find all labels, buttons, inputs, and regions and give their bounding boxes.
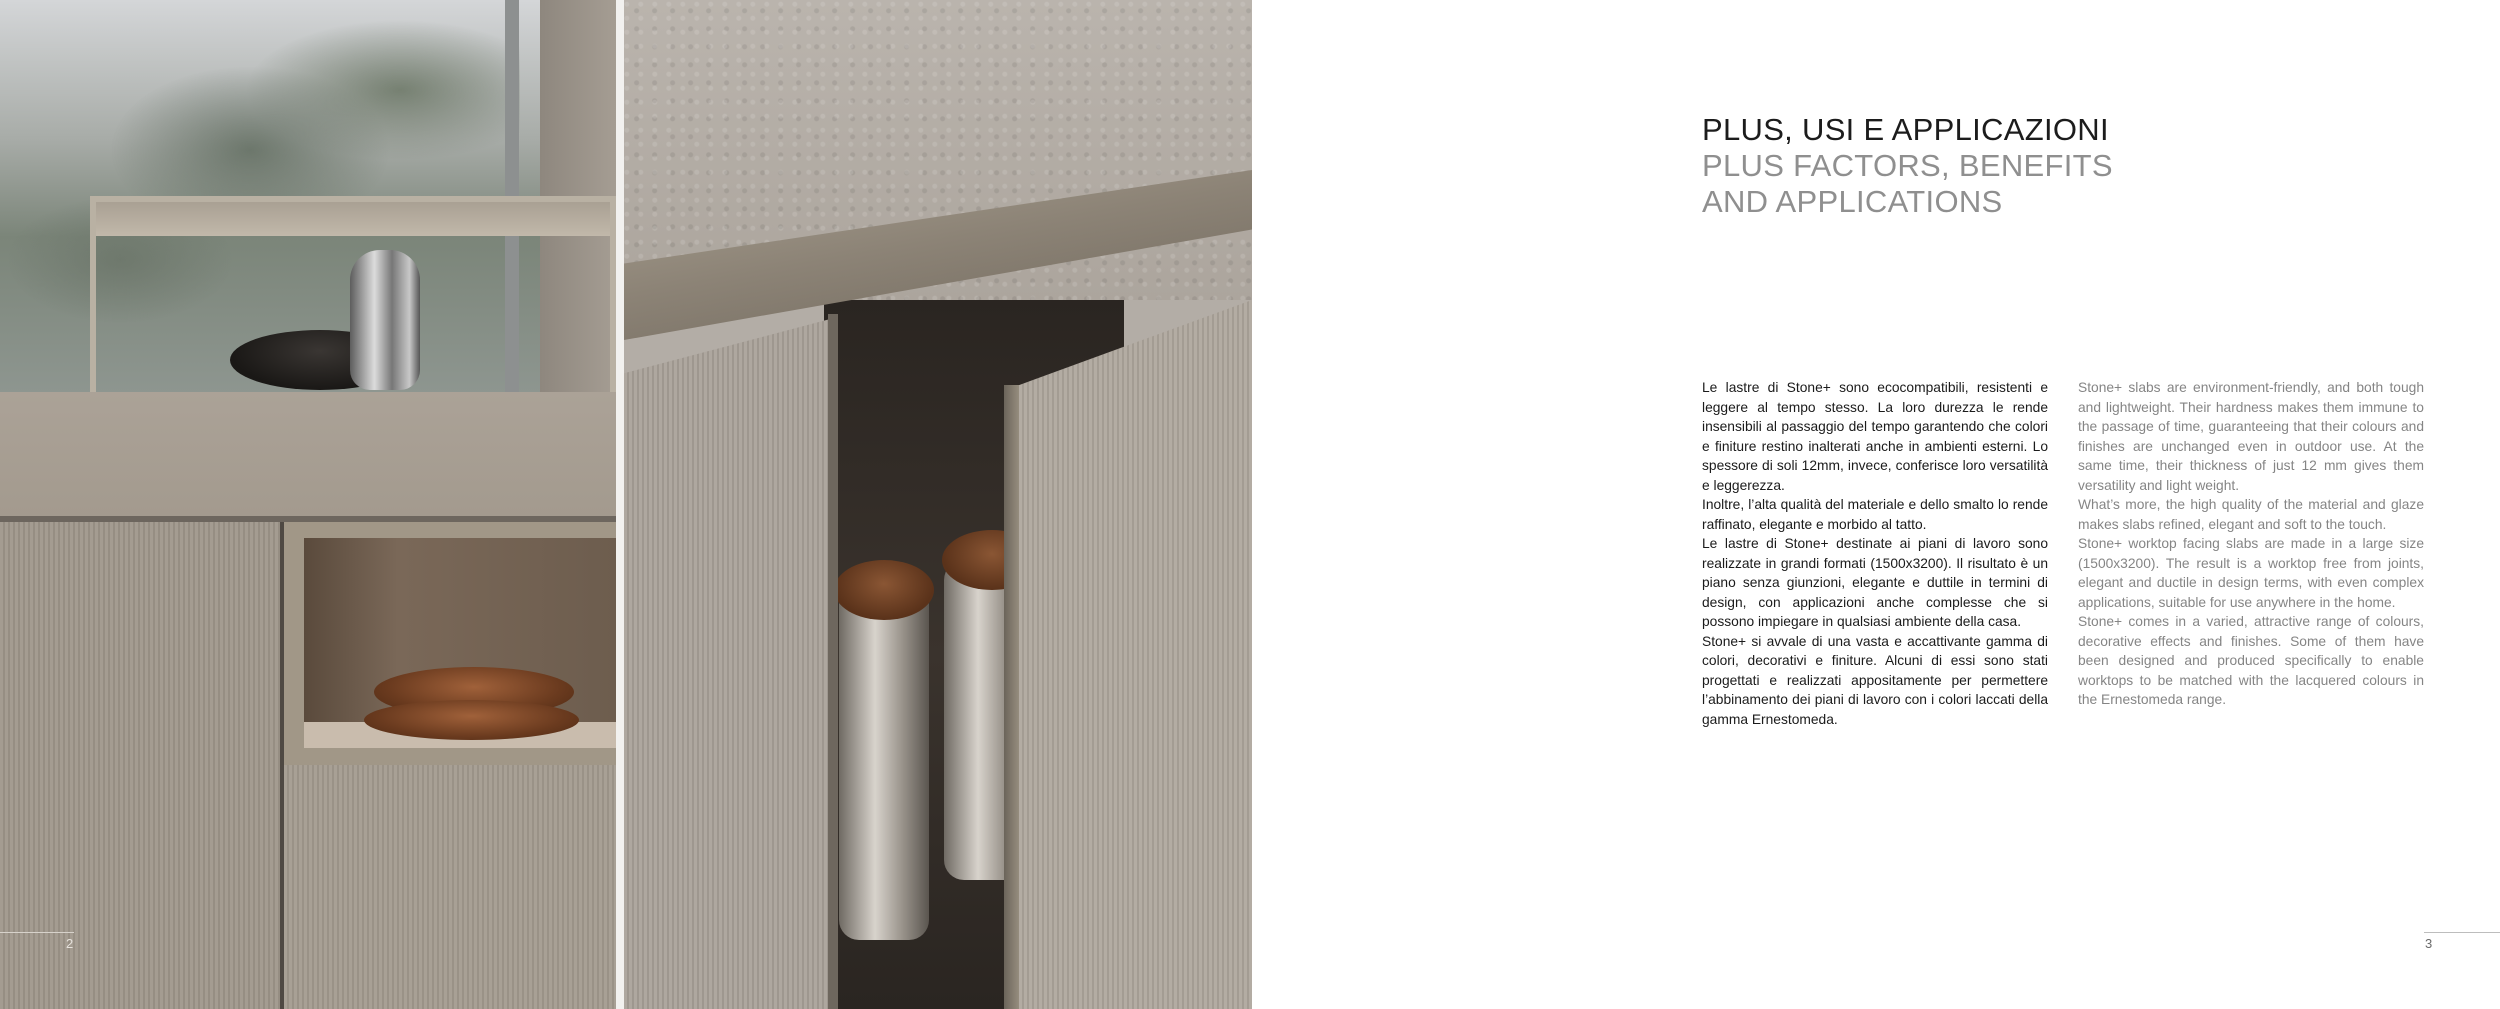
container-left: [839, 580, 929, 940]
title-english-line1: PLUS FACTORS, BENEFITS: [1702, 148, 2113, 183]
title-english-line2: AND APPLICATIONS: [1702, 184, 2003, 219]
page-number-left: 2: [66, 936, 74, 951]
english-paragraph: What’s more, the high quality of the material and glaze makes slabs refined, elegant and soft to the touch.: [2078, 497, 2424, 532]
wooden-plate: [364, 700, 579, 740]
page-rule-left: [0, 932, 74, 933]
textured-drawer: [284, 765, 616, 1009]
kitchen-photo: [0, 0, 616, 1009]
silver-jug: [350, 250, 420, 390]
page-rule-right: [2424, 932, 2500, 933]
left-cabinet-door: [624, 318, 834, 1009]
italian-paragraph: Inoltre, l’alta qualità del materiale e dello smalto lo rende raffinato, elegante e morbido al tatto.: [1702, 497, 2048, 532]
english-paragraph: Stone+ comes in a varied, attractive range of colours, decorative effects and finishes. Some of them have been designed and produced specifically to enable worktops to be matched with the lacquered colours in the Ernestomeda range.: [2078, 614, 2424, 707]
english-paragraph: Stone+ worktop facing slabs are made in a large size (1500x3200). The result is a worktop free from joints, elegant and ductile in design terms, with even complex applications, suitable for use anywhere in the home.: [2078, 536, 2424, 610]
english-text-column: [2078, 378, 2424, 710]
open-cabinet-photo: [624, 0, 1252, 1009]
left-door-edge: [828, 314, 838, 1009]
title-block: [1702, 112, 2222, 220]
page-number-right: 3: [2425, 936, 2433, 951]
italian-paragraph: Stone+ si avvale di una vasta e accattivante gamma di colori, decorativi e finiture. Alcuni di essi sono stati progettati e realizzati appositamente per permettere l’abbinamento dei piani di lavoro con i colori laccati della gamma Ernestomeda.: [1702, 633, 2048, 727]
italian-paragraph: Le lastre di Stone+ sono ecocompatibili, resistenti e leggere al tempo stesso. La loro durezza le rende insensibili al passaggio del tempo garantendo che colori e finiture restino inalterati anche in ambienti esterni. Lo spessore di soli 12mm, invece, conferisce loro versatilità e leggerezza.: [1702, 380, 2048, 493]
photo-divider: [616, 0, 624, 1009]
title-italian: PLUS, USI E APPLICAZIONI: [1702, 112, 2109, 147]
open-niche: [284, 522, 616, 765]
stone-worktop: [0, 392, 616, 518]
italian-text-column: [1702, 378, 2048, 729]
english-paragraph: Stone+ slabs are environment-friendly, and both tough and lightweight. Their hardness makes them immune to the passage of time, guaranteeing that their colours and finishes are unchanged even in outdoor use. At the same time, their thickness of just 12 mm gives them versatility and light weight.: [2078, 380, 2424, 493]
italian-paragraph: Le lastre di Stone+ destinate ai piani di lavoro sono realizzate in grandi formati (1500x3200). Il risultato è un piano senza giunzioni, elegante e duttile in termini di design, con applicazioni anche complesse che si possono impiegare in qualsiasi ambiente della casa.: [1702, 536, 2048, 629]
right-cabinet-door: [1019, 300, 1252, 1009]
wooden-lid-left: [834, 560, 934, 620]
textured-cabinet-door: [0, 522, 280, 1009]
